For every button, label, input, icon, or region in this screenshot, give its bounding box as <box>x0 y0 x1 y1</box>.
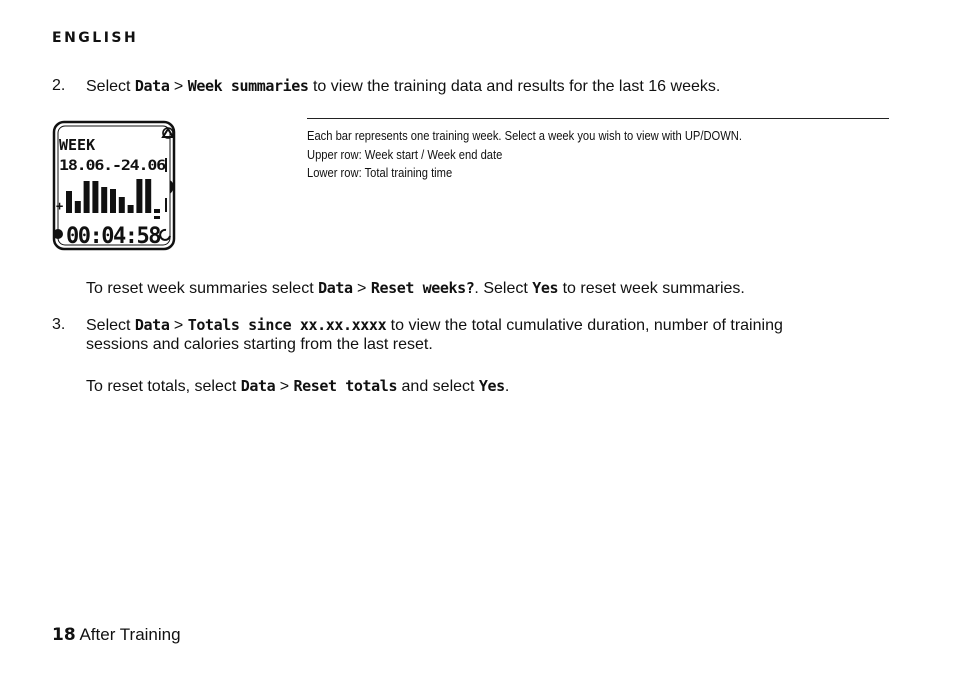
reset-totals-mid: and select <box>397 378 479 395</box>
week-bar <box>84 181 90 213</box>
week-bar <box>92 181 98 213</box>
week-bar <box>145 179 151 213</box>
menu-reset-totals: Reset totals <box>293 377 398 395</box>
menu-data: Data <box>240 377 276 395</box>
light-button-icon <box>53 229 63 239</box>
caption-line-1: Each bar represents one training week. Select a week you wish to view with UP/DOWN. <box>307 128 742 143</box>
step-number: 3. <box>52 316 66 333</box>
illustration-caption <box>307 127 742 183</box>
step-number: 2. <box>52 77 66 94</box>
section-title: After Training <box>75 625 181 644</box>
selected-week-marker <box>154 216 160 219</box>
week-bar <box>101 187 107 213</box>
caption-line-2: Upper row: Week start / Week end date <box>307 146 503 162</box>
menu-separator: > <box>169 78 188 95</box>
menu-separator: > <box>275 378 294 395</box>
reset-weeks-text <box>86 278 745 299</box>
week-bar <box>66 191 72 213</box>
week-bar <box>136 179 142 213</box>
step-2-text <box>86 76 720 97</box>
step-3-description: to view the total cumulative duration, number of training <box>386 317 783 334</box>
watch-plus: + <box>56 199 64 213</box>
reset-weeks-intro: To reset week summaries select <box>86 280 319 297</box>
menu-reset-weeks: Reset weeks? <box>370 279 475 297</box>
menu-data: Data <box>318 279 353 297</box>
language-label: ENGLISH <box>52 30 139 46</box>
menu-week-summaries: Week summaries <box>187 77 309 95</box>
menu-yes: Yes <box>532 279 559 297</box>
reset-weeks-end: to reset week summaries. <box>558 280 745 297</box>
menu-separator: > <box>352 280 371 297</box>
menu-data: Data <box>134 77 170 95</box>
step-3-text <box>86 315 783 336</box>
week-bar <box>110 189 116 213</box>
reset-totals-intro: To reset totals, select <box>86 378 241 395</box>
select-word: Select <box>86 317 135 334</box>
watch-dates: 18.06.-24.06 <box>59 158 166 174</box>
menu-data: Data <box>134 316 170 334</box>
menu-yes: Yes <box>478 377 505 395</box>
menu-totals-since: Totals since xx.xx.xxxx <box>187 316 387 334</box>
week-bar <box>119 197 125 213</box>
week-bar <box>75 201 81 213</box>
watch-title: WEEK <box>59 136 96 154</box>
week-bar <box>128 205 134 213</box>
watch-display-illustration <box>52 120 178 252</box>
week-bar <box>154 209 160 213</box>
step-2-description: to view the training data and results for the last 16 weeks. <box>308 78 721 95</box>
reset-weeks-mid: . Select <box>474 280 533 297</box>
step-3-description-line-2: sessions and calories starting from the last reset. <box>86 336 433 353</box>
caption-line-3: Lower row: Total training time <box>307 165 453 180</box>
watch-time: 00:04:58 <box>66 224 161 249</box>
menu-separator: > <box>169 317 188 334</box>
reset-totals-end: . <box>504 378 510 395</box>
reset-totals-text <box>86 376 509 397</box>
select-word: Select <box>86 78 135 95</box>
page-number: 18 <box>52 625 76 645</box>
page-footer <box>52 625 181 645</box>
step-3 <box>0 315 954 359</box>
caption-rule <box>307 118 889 119</box>
